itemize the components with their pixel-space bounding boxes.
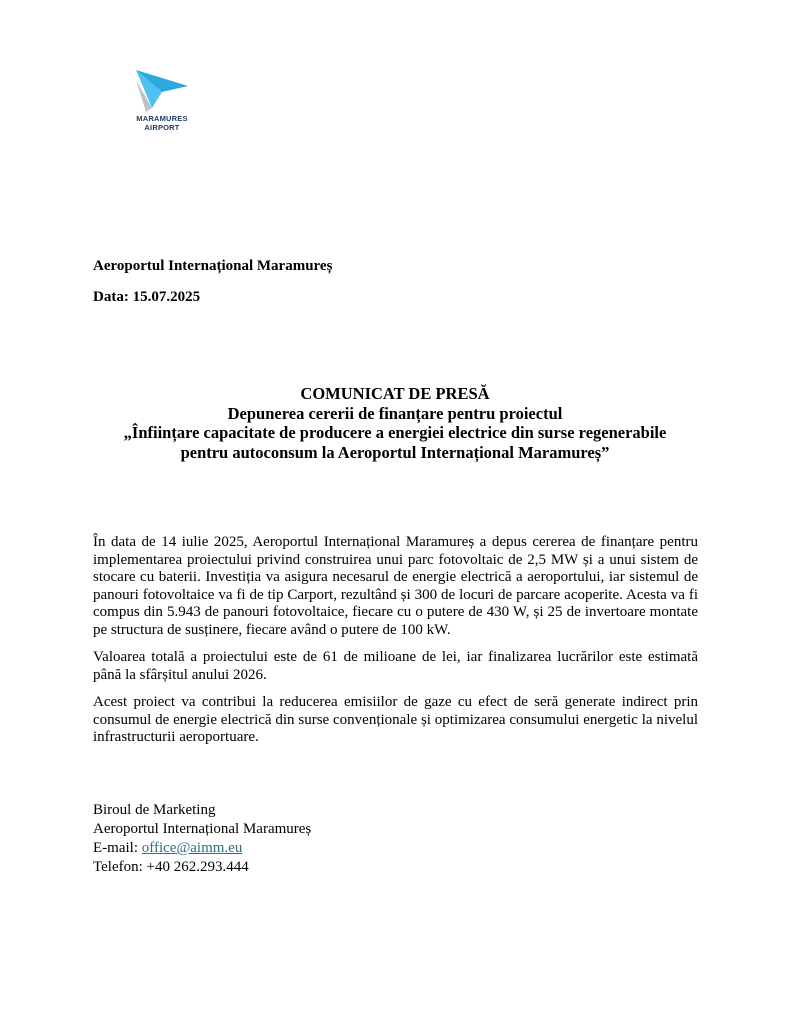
title-line-1: COMUNICAT DE PRESĂ (300, 384, 490, 403)
press-release-body (93, 534, 698, 757)
maramures-airport-logo (126, 70, 198, 136)
email-label: E-mail: (93, 840, 142, 856)
logo-line-1: MARAMURES (136, 114, 188, 123)
contact-email-line (93, 839, 311, 858)
contact-phone: Telefon: +40 262.293.444 (93, 859, 249, 875)
logo-text (126, 114, 198, 132)
title-line-3: „Înființare capacitate de producere a energiei electrice din surse regenerabile (123, 423, 667, 442)
contact-department: Biroul de Marketing (93, 802, 216, 818)
email-link[interactable]: office@aimm.eu (141, 840, 243, 856)
organization-name: Aeroportul Internațional Maramureș (93, 258, 333, 274)
body-paragraph-3: Acest proiect va contribui la reducerea emisiilor de gaze cu efect de seră generate indirect prin consumul de energie electrică din surse convenționale și optimizarea consumului energetic la nivelul infrastructurii aeroportuare. (93, 694, 698, 745)
title-line-2: Depunerea cererii de finanțare pentru proiectul (227, 403, 563, 423)
contact-organization: Aeroportul Internațional Maramureș (93, 821, 312, 837)
logo-line-2: AIRPORT (144, 123, 180, 132)
body-paragraph-1: În data de 14 iulie 2025, Aeroportul Internațional Maramureș a depus cererea de finanțare pentru implementarea proiectului privind construirea unui parc fotovoltaic de 2,5 MW și a unui sistem de stocare cu baterii. Investiția va asigura necesarul de energie electrică a aeroportului, iar sistemul de panouri fotovoltaice va fi de tip Carport, rezultând și 300 de locuri de parcare acoperite. Acesta va fi compus din 5.943 de panouri fotovoltaice, fiecare cu o putere de 430 W, și 25 de invertoare montate pe structura de susținere, fiecare având o putere de 100 kW. (93, 534, 698, 638)
contact-block (93, 801, 311, 877)
logo-wing-icon (132, 70, 192, 114)
press-release-title (93, 384, 697, 462)
body-paragraph-2: Valoarea totală a proiectului este de 61 de milioane de lei, iar finalizarea lucrărilor este estimată până la sfârșitul anului 2026. (93, 649, 698, 683)
document-date: Data: 15.07.2025 (93, 289, 201, 305)
title-line-4: pentru autoconsum la Aeroportul Internațional Maramureș” (180, 442, 610, 462)
